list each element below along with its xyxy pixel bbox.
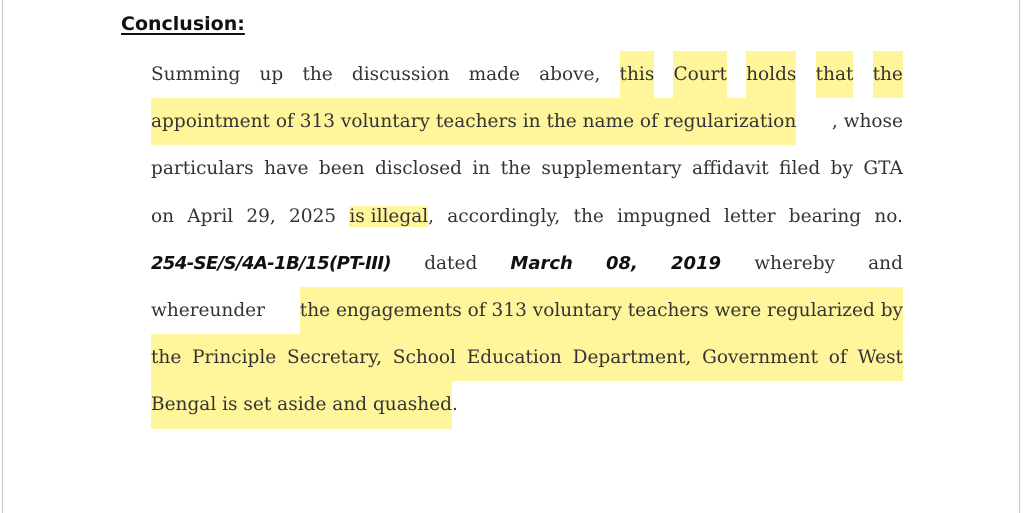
word: have xyxy=(264,158,309,180)
paragraph-line-5 xyxy=(151,240,903,287)
word: GTA xyxy=(863,158,903,180)
word: accordingly, xyxy=(447,205,561,227)
highlighted-text: the engagements of 313 voluntary teachers were regularized by xyxy=(300,287,903,334)
word: the xyxy=(302,64,333,85)
word: whereunder xyxy=(151,299,265,321)
highlighted-word: this xyxy=(620,51,655,98)
highlighted-text: appointment of 313 voluntary teachers in the name of regularization xyxy=(151,98,796,145)
page-edge-right xyxy=(1019,0,1020,513)
paragraph-line-3 xyxy=(151,145,903,192)
word: bearing xyxy=(788,205,862,227)
word: and xyxy=(868,252,903,274)
paragraph-line-1 xyxy=(151,51,903,98)
word: impugned xyxy=(617,205,711,227)
highlight-group xyxy=(349,193,434,240)
highlighted-word: is xyxy=(349,205,365,227)
highlighted-word: that xyxy=(816,51,854,98)
word: no. xyxy=(874,205,903,227)
highlighted-word: holds xyxy=(746,51,796,98)
word: discussion xyxy=(351,64,450,85)
highlighted-text: the Principle Secretary, School Education Department, Government of West xyxy=(151,334,903,381)
section-heading: Conclusion: xyxy=(121,13,245,35)
text-segment: , whose xyxy=(831,111,903,133)
punctuation: . xyxy=(451,394,458,416)
highlighted-word: Court xyxy=(673,51,727,98)
word: by xyxy=(830,158,853,180)
word: April xyxy=(187,205,234,227)
word: in xyxy=(472,158,491,180)
word: above, xyxy=(539,64,601,85)
word: dated xyxy=(424,252,478,274)
word: the xyxy=(500,158,531,180)
word: up xyxy=(259,64,284,85)
word: particulars xyxy=(151,158,254,180)
word: supplementary xyxy=(541,158,682,180)
punctuation: , xyxy=(428,205,435,227)
highlighted-text: Bengal is set aside and quashed xyxy=(151,381,452,428)
paragraph-line-4 xyxy=(151,193,903,240)
letter-reference-number: 254-SE/S/4A-1B/15(PT-III) xyxy=(151,252,392,274)
word: letter xyxy=(724,205,776,227)
word: filed xyxy=(779,158,821,180)
word: affidavit xyxy=(691,158,769,180)
paragraph-line-2 xyxy=(151,98,903,145)
word: 2025 xyxy=(289,205,337,227)
word: disclosed xyxy=(374,158,462,180)
page-edge-left xyxy=(2,0,3,513)
highlight-space xyxy=(365,206,371,227)
paragraph-line-8 xyxy=(151,381,903,428)
word: been xyxy=(318,158,365,180)
word: Summing xyxy=(151,64,241,85)
paragraph-line-6 xyxy=(151,287,903,334)
date-word: 2019 xyxy=(670,252,722,274)
highlighted-word: illegal xyxy=(370,205,429,227)
conclusion-paragraph xyxy=(151,51,903,429)
word: on xyxy=(151,205,175,227)
date-word: March xyxy=(510,252,573,274)
word: made xyxy=(468,64,520,85)
paragraph-line-7 xyxy=(151,334,903,381)
word: whereby xyxy=(754,252,836,274)
date-word: 08, xyxy=(605,252,638,274)
highlighted-word: the xyxy=(873,51,903,98)
word: the xyxy=(573,205,604,227)
word: 29, xyxy=(246,205,276,227)
